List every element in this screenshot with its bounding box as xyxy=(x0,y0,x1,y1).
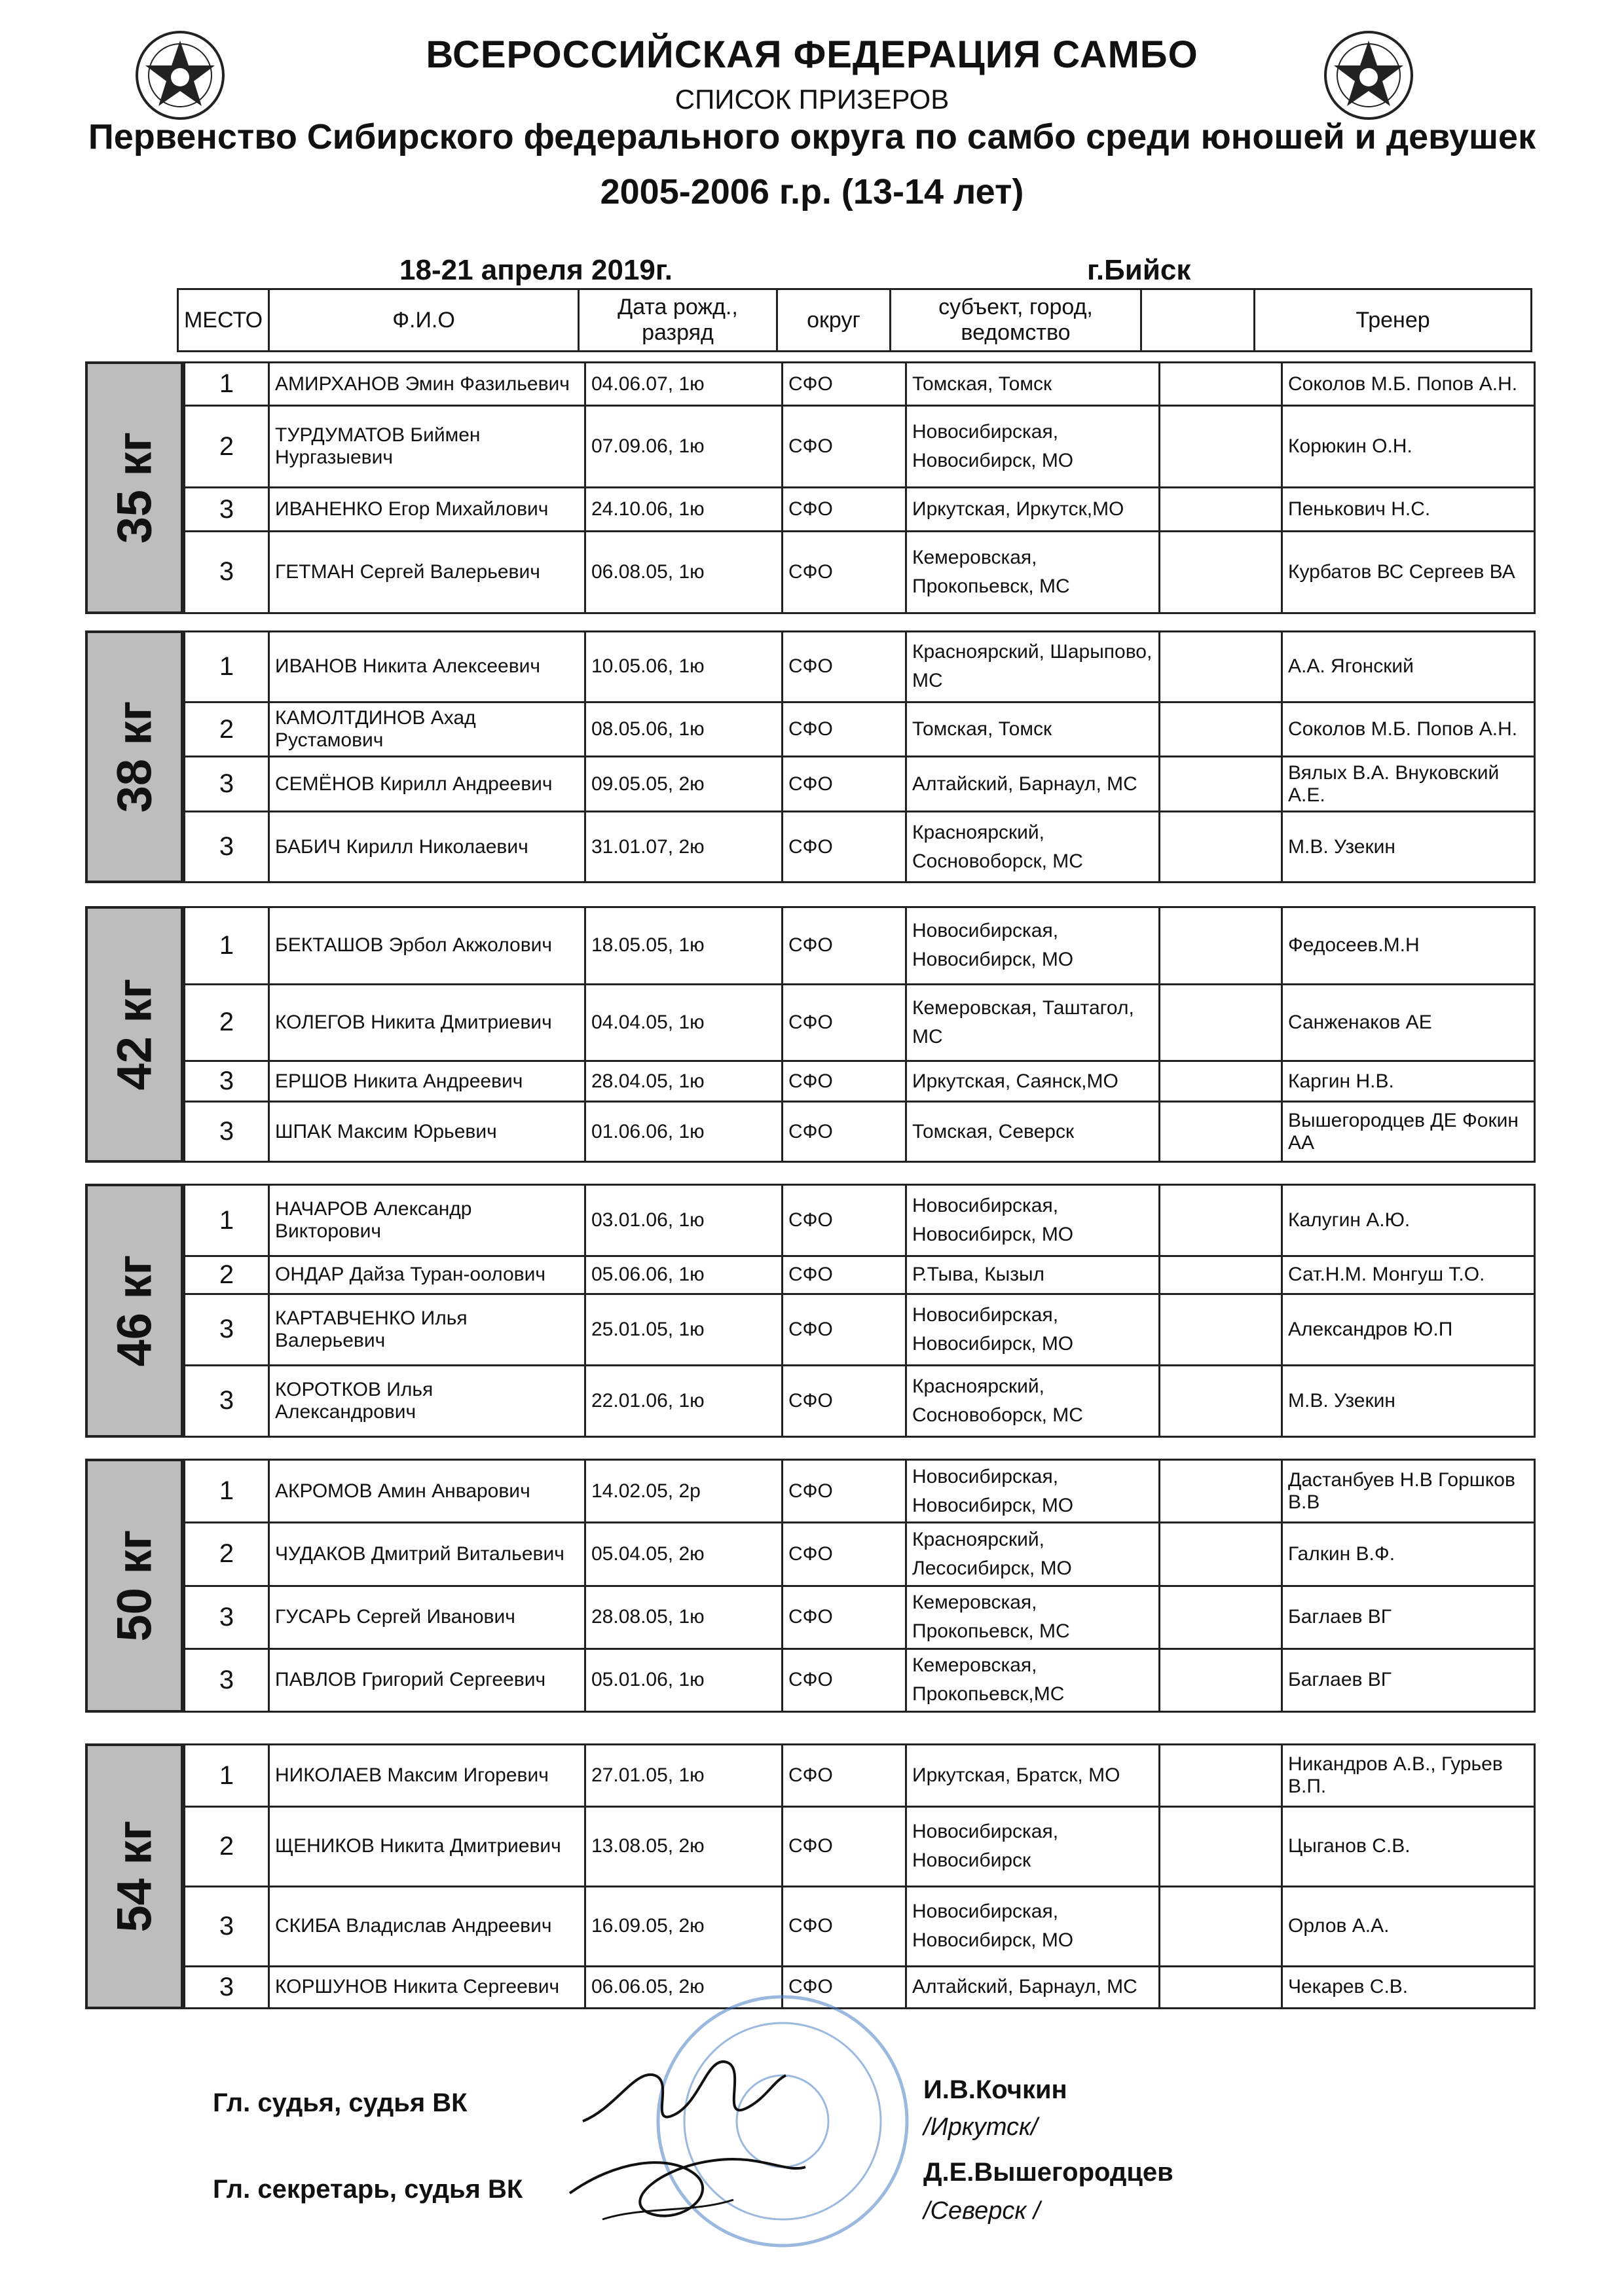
table-row xyxy=(185,488,1535,531)
empty-cell xyxy=(1160,1745,1282,1807)
birth-rank-cell: 28.08.05, 1ю xyxy=(585,1586,783,1649)
weight-category-label xyxy=(85,1184,183,1438)
empty-cell xyxy=(1160,1886,1282,1966)
coach-cell: Александров Ю.П xyxy=(1282,1294,1535,1365)
subject-cell: Кемеровская, Прокопьевск, МС xyxy=(906,1586,1160,1649)
place-cell: 1 xyxy=(185,363,269,406)
birth-rank-cell: 06.06.05, 2ю xyxy=(585,1966,783,2008)
coach-cell: Баглаев ВГ xyxy=(1282,1586,1535,1649)
chief-judge-name: И.В.Кочкин xyxy=(923,2075,1067,2104)
empty-cell xyxy=(1160,907,1282,985)
coach-cell: Дастанбуев Н.В Горшков В.В xyxy=(1282,1460,1535,1523)
athlete-name-cell: СКИБА Владислав Андреевич xyxy=(269,1886,585,1966)
place-cell: 3 xyxy=(185,1966,269,2008)
coach-cell: Курбатов ВС Сергеев ВА xyxy=(1282,531,1535,613)
coach-cell: Цыганов С.В. xyxy=(1282,1807,1535,1887)
table-row xyxy=(185,702,1535,757)
place-cell: 1 xyxy=(185,1460,269,1523)
athlete-name-cell: КОРОТКОВ Илья Александрович xyxy=(269,1365,585,1436)
table-row xyxy=(185,757,1535,812)
birth-rank-cell: 08.05.06, 1ю xyxy=(585,702,783,757)
athlete-name-cell: ГЕТМАН Сергей Валерьевич xyxy=(269,531,585,613)
district-cell: СФО xyxy=(783,488,906,531)
subject-cell: Новосибирская, Новосибирск, МО xyxy=(906,406,1160,488)
place-cell: 3 xyxy=(185,1886,269,1966)
event-city: г.Бийск xyxy=(1087,254,1191,286)
place-cell: 1 xyxy=(185,632,269,702)
weight-category-text: 54 кг xyxy=(107,1820,162,1933)
coach-cell: Никандров А.В., Гурьев В.П. xyxy=(1282,1745,1535,1807)
column-header-table xyxy=(177,288,1532,352)
district-cell: СФО xyxy=(783,531,906,613)
weight-category-label xyxy=(85,361,183,614)
table-row xyxy=(185,1460,1535,1523)
birth-rank-cell: 13.08.05, 2ю xyxy=(585,1807,783,1887)
district-cell: СФО xyxy=(783,632,906,702)
coach-cell: Чекарев С.В. xyxy=(1282,1966,1535,2008)
table-row xyxy=(185,363,1535,406)
athlete-name-cell: ОНДАР Дайза Туран-оолович xyxy=(269,1256,585,1294)
coach-cell: А.А. Ягонский xyxy=(1282,632,1535,702)
place-cell: 2 xyxy=(185,1523,269,1586)
birth-rank-cell: 05.06.06, 1ю xyxy=(585,1256,783,1294)
secretary-signature-icon xyxy=(563,2134,812,2232)
coach-cell: Галкин В.Ф. xyxy=(1282,1523,1535,1586)
weight-category-label xyxy=(85,906,183,1163)
header-birth: Дата рожд., разряд xyxy=(579,289,777,352)
athlete-name-cell: ЩЕНИКОВ Никита Дмитриевич xyxy=(269,1807,585,1887)
district-cell: СФО xyxy=(783,1256,906,1294)
empty-cell xyxy=(1160,1966,1282,2008)
weight-category-text: 42 кг xyxy=(107,978,162,1091)
subject-cell: Иркутская, Иркутск,МО xyxy=(906,488,1160,531)
subject-cell: Кемеровская, Таштагол, МС xyxy=(906,984,1160,1061)
results-table xyxy=(183,906,1536,1163)
chief-secretary-name: Д.Е.Вышегородцев xyxy=(923,2158,1173,2187)
empty-cell xyxy=(1160,1185,1282,1256)
coach-cell: Вялых В.А. Внуковский А.Е. xyxy=(1282,757,1535,812)
birth-rank-cell: 04.06.07, 1ю xyxy=(585,363,783,406)
district-cell: СФО xyxy=(783,812,906,883)
athlete-name-cell: БЕКТАШОВ Эрбол Акжолович xyxy=(269,907,585,985)
birth-rank-cell: 25.01.05, 1ю xyxy=(585,1294,783,1365)
weight-category-label xyxy=(85,630,183,883)
place-cell: 3 xyxy=(185,1061,269,1102)
weight-category-text: 35 кг xyxy=(107,431,162,544)
subject-cell: Алтайский, Барнаул, МС xyxy=(906,1966,1160,2008)
subject-cell: Новосибирская, Новосибирск, МО xyxy=(906,1886,1160,1966)
district-cell: СФО xyxy=(783,1745,906,1807)
subject-cell: Красноярский, Сосновоборск, МС xyxy=(906,812,1160,883)
subject-cell: Кемеровская, Прокопьевск,МС xyxy=(906,1649,1160,1711)
subject-cell: Красноярский, Шарыпово, МС xyxy=(906,632,1160,702)
subject-cell: Томская, Томск xyxy=(906,363,1160,406)
table-row xyxy=(185,1102,1535,1162)
header-extra xyxy=(1141,289,1255,352)
district-cell: СФО xyxy=(783,1649,906,1711)
subject-cell: Томская, Томск xyxy=(906,702,1160,757)
table-row xyxy=(185,1256,1535,1294)
place-cell: 1 xyxy=(185,907,269,985)
subject-cell: Красноярский, Сосновоборск, МС xyxy=(906,1365,1160,1436)
chief-judge-label: Гл. судья, судья ВК xyxy=(213,2088,468,2117)
coach-cell: Каргин Н.В. xyxy=(1282,1061,1535,1102)
coach-cell: Федосеев.М.Н xyxy=(1282,907,1535,985)
weight-group xyxy=(85,630,1536,883)
table-row xyxy=(185,632,1535,702)
subject-cell: Новосибирская, Новосибирск, МО xyxy=(906,1294,1160,1365)
athlete-name-cell: ПАВЛОВ Григорий Сергеевич xyxy=(269,1649,585,1711)
subject-cell: Новосибирская, Новосибирск, МО xyxy=(906,907,1160,985)
district-cell: СФО xyxy=(783,1807,906,1887)
athlete-name-cell: КОРШУНОВ Никита Сергеевич xyxy=(269,1966,585,2008)
header-place: МЕСТО xyxy=(178,289,269,352)
empty-cell xyxy=(1160,1365,1282,1436)
district-cell: СФО xyxy=(783,1966,906,2008)
athlete-name-cell: АМИРХАНОВ Эмин Фазильевич xyxy=(269,363,585,406)
empty-cell xyxy=(1160,1523,1282,1586)
table-row xyxy=(185,1185,1535,1256)
table-row xyxy=(185,1061,1535,1102)
birth-rank-cell: 01.06.06, 1ю xyxy=(585,1102,783,1162)
place-cell: 3 xyxy=(185,812,269,883)
event-years: 2005-2006 г.р. (13-14 лет) xyxy=(600,172,1024,211)
place-cell: 3 xyxy=(185,531,269,613)
district-cell: СФО xyxy=(783,1294,906,1365)
district-cell: СФО xyxy=(783,1886,906,1966)
place-cell: 3 xyxy=(185,1365,269,1436)
header-coach: Тренер xyxy=(1255,289,1532,352)
subject-cell: Иркутская, Саянск,МО xyxy=(906,1061,1160,1102)
table-row xyxy=(185,1294,1535,1365)
coach-cell: Сат.Н.М. Монгуш Т.О. xyxy=(1282,1256,1535,1294)
district-cell: СФО xyxy=(783,1460,906,1523)
empty-cell xyxy=(1160,488,1282,531)
district-cell: СФО xyxy=(783,984,906,1061)
subject-cell: Иркутская, Братск, МО xyxy=(906,1745,1160,1807)
empty-cell xyxy=(1160,757,1282,812)
empty-cell xyxy=(1160,812,1282,883)
table-row xyxy=(185,984,1535,1061)
athlete-name-cell: ИВАНЕНКО Егор Михайлович xyxy=(269,488,585,531)
weight-group xyxy=(85,1459,1536,1713)
event-dates: 18-21 апреля 2019г. xyxy=(399,254,673,286)
athlete-name-cell: ТУРДУМАТОВ Биймен Нургазыевич xyxy=(269,406,585,488)
athlete-name-cell: НИКОЛАЕВ Максим Игоревич xyxy=(269,1745,585,1807)
empty-cell xyxy=(1160,1586,1282,1649)
birth-rank-cell: 05.04.05, 2ю xyxy=(585,1523,783,1586)
athlete-name-cell: ЕРШОВ Никита Андреевич xyxy=(269,1061,585,1102)
coach-cell: М.В. Узекин xyxy=(1282,812,1535,883)
district-cell: СФО xyxy=(783,1586,906,1649)
subject-cell: Алтайский, Барнаул, МС xyxy=(906,757,1160,812)
chief-judge-city: /Иркутск/ xyxy=(923,2113,1038,2141)
table-row xyxy=(185,406,1535,488)
birth-rank-cell: 10.05.06, 1ю xyxy=(585,632,783,702)
athlete-name-cell: ИВАНОВ Никита Алексеевич xyxy=(269,632,585,702)
athlete-name-cell: ГУСАРЬ Сергей Иванович xyxy=(269,1586,585,1649)
column-header-row xyxy=(178,289,1532,352)
weight-category-label xyxy=(85,1743,183,2009)
event-title: Первенство Сибирского федерального округа по самбо среди юношей и девушек xyxy=(88,117,1536,156)
empty-cell xyxy=(1160,1807,1282,1887)
coach-cell: Вышегородцев ДЕ Фокин АА xyxy=(1282,1102,1535,1162)
place-cell: 1 xyxy=(185,1745,269,1807)
birth-rank-cell: 09.05.05, 2ю xyxy=(585,757,783,812)
table-row xyxy=(185,1745,1535,1807)
athlete-name-cell: КОЛЕГОВ Никита Дмитриевич xyxy=(269,984,585,1061)
empty-cell xyxy=(1160,1294,1282,1365)
place-cell: 3 xyxy=(185,1294,269,1365)
coach-cell: Санженаков АЕ xyxy=(1282,984,1535,1061)
coach-cell: Соколов М.Б. Попов А.Н. xyxy=(1282,363,1535,406)
athlete-name-cell: ШПАК Максим Юрьевич xyxy=(269,1102,585,1162)
birth-rank-cell: 31.01.07, 2ю xyxy=(585,812,783,883)
subject-cell: Томская, Северск xyxy=(906,1102,1160,1162)
subject-cell: Новосибирская, Новосибирск xyxy=(906,1807,1160,1887)
empty-cell xyxy=(1160,1061,1282,1102)
district-cell: СФО xyxy=(783,757,906,812)
athlete-name-cell: КАРТАВЧЕНКО Илья Валерьевич xyxy=(269,1294,585,1365)
athlete-name-cell: ЧУДАКОВ Дмитрий Витальевич xyxy=(269,1523,585,1586)
district-cell: СФО xyxy=(783,1523,906,1586)
chief-secretary-label: Гл. секретарь, судья ВК xyxy=(213,2175,523,2204)
header-name: Ф.И.О xyxy=(269,289,579,352)
birth-rank-cell: 07.09.06, 1ю xyxy=(585,406,783,488)
coach-cell: Калугин А.Ю. xyxy=(1282,1185,1535,1256)
subject-cell: Красноярский, Лесосибирск, МО xyxy=(906,1523,1160,1586)
birth-rank-cell: 06.08.05, 1ю xyxy=(585,531,783,613)
coach-cell: Баглаев ВГ xyxy=(1282,1649,1535,1711)
results-table xyxy=(183,361,1536,614)
results-table xyxy=(183,1184,1536,1438)
district-cell: СФО xyxy=(783,1061,906,1102)
place-cell: 2 xyxy=(185,1807,269,1887)
weight-group xyxy=(85,1184,1536,1438)
empty-cell xyxy=(1160,1649,1282,1711)
table-row xyxy=(185,812,1535,883)
weight-group xyxy=(85,1743,1536,2009)
birth-rank-cell: 27.01.05, 1ю xyxy=(585,1745,783,1807)
table-row xyxy=(185,907,1535,985)
table-row xyxy=(185,1807,1535,1887)
empty-cell xyxy=(1160,1460,1282,1523)
header-subject: субъект, город, ведомство xyxy=(891,289,1141,352)
birth-rank-cell: 18.05.05, 1ю xyxy=(585,907,783,985)
weight-group xyxy=(85,906,1536,1163)
empty-cell xyxy=(1160,406,1282,488)
subject-cell: Новосибирская, Новосибирск, МО xyxy=(906,1460,1160,1523)
place-cell: 2 xyxy=(185,406,269,488)
athlete-name-cell: АКРОМОВ Амин Анварович xyxy=(269,1460,585,1523)
birth-rank-cell: 24.10.06, 1ю xyxy=(585,488,783,531)
birth-rank-cell: 28.04.05, 1ю xyxy=(585,1061,783,1102)
athlete-name-cell: НАЧАРОВ Александр Викторович xyxy=(269,1185,585,1256)
results-table xyxy=(183,1459,1536,1713)
subject-cell: Кемеровская, Прокопьевск, МС xyxy=(906,531,1160,613)
district-cell: СФО xyxy=(783,702,906,757)
empty-cell xyxy=(1160,1102,1282,1162)
place-cell: 2 xyxy=(185,1256,269,1294)
chief-secretary-city: /Северск / xyxy=(923,2197,1041,2225)
coach-cell: Орлов А.А. xyxy=(1282,1886,1535,1966)
weight-category-text: 38 кг xyxy=(107,701,162,813)
results-table xyxy=(183,630,1536,883)
place-cell: 2 xyxy=(185,702,269,757)
birth-rank-cell: 16.09.05, 2ю xyxy=(585,1886,783,1966)
athlete-name-cell: СЕМЁНОВ Кирилл Андреевич xyxy=(269,757,585,812)
district-cell: СФО xyxy=(783,363,906,406)
place-cell: 3 xyxy=(185,1586,269,1649)
results-table xyxy=(183,1743,1536,2009)
place-cell: 3 xyxy=(185,757,269,812)
table-row xyxy=(185,1365,1535,1436)
table-row xyxy=(185,531,1535,613)
weight-category-text: 50 кг xyxy=(107,1529,162,1642)
athlete-name-cell: КАМОЛТДИНОВ Ахад Рустамович xyxy=(269,702,585,757)
coach-cell: Соколов М.Б. Попов А.Н. xyxy=(1282,702,1535,757)
weight-group xyxy=(85,361,1536,614)
place-cell: 3 xyxy=(185,488,269,531)
birth-rank-cell: 14.02.05, 2р xyxy=(585,1460,783,1523)
birth-rank-cell: 22.01.06, 1ю xyxy=(585,1365,783,1436)
place-cell: 1 xyxy=(185,1185,269,1256)
list-subtitle: СПИСОК ПРИЗЕРОВ xyxy=(674,84,950,115)
header-district: округ xyxy=(777,289,891,352)
weight-category-label xyxy=(85,1459,183,1713)
empty-cell xyxy=(1160,632,1282,702)
district-cell: СФО xyxy=(783,1365,906,1436)
empty-cell xyxy=(1160,363,1282,406)
birth-rank-cell: 05.01.06, 1ю xyxy=(585,1649,783,1711)
empty-cell xyxy=(1160,1256,1282,1294)
table-row xyxy=(185,1649,1535,1711)
district-cell: СФО xyxy=(783,406,906,488)
judge-signature-icon xyxy=(576,2043,792,2141)
table-row xyxy=(185,1523,1535,1586)
table-row xyxy=(185,1586,1535,1649)
district-cell: СФО xyxy=(783,1102,906,1162)
table-row xyxy=(185,1886,1535,1966)
birth-rank-cell: 03.01.06, 1ю xyxy=(585,1185,783,1256)
district-cell: СФО xyxy=(783,1185,906,1256)
place-cell: 3 xyxy=(185,1649,269,1711)
empty-cell xyxy=(1160,702,1282,757)
coach-cell: Корюкин О.Н. xyxy=(1282,406,1535,488)
weight-category-text: 46 кг xyxy=(107,1254,162,1367)
place-cell: 2 xyxy=(185,984,269,1061)
athlete-name-cell: БАБИЧ Кирилл Николаевич xyxy=(269,812,585,883)
coach-cell: Пенькович Н.С. xyxy=(1282,488,1535,531)
coach-cell: М.В. Узекин xyxy=(1282,1365,1535,1436)
place-cell: 3 xyxy=(185,1102,269,1162)
federation-title: ВСЕРОССИЙСКАЯ ФЕДЕРАЦИЯ САМБО xyxy=(426,33,1198,76)
subject-cell: Р.Тыва, Кызыл xyxy=(906,1256,1160,1294)
district-cell: СФО xyxy=(783,907,906,985)
birth-rank-cell: 04.04.05, 1ю xyxy=(585,984,783,1061)
empty-cell xyxy=(1160,984,1282,1061)
empty-cell xyxy=(1160,531,1282,613)
subject-cell: Новосибирская, Новосибирск, МО xyxy=(906,1185,1160,1256)
